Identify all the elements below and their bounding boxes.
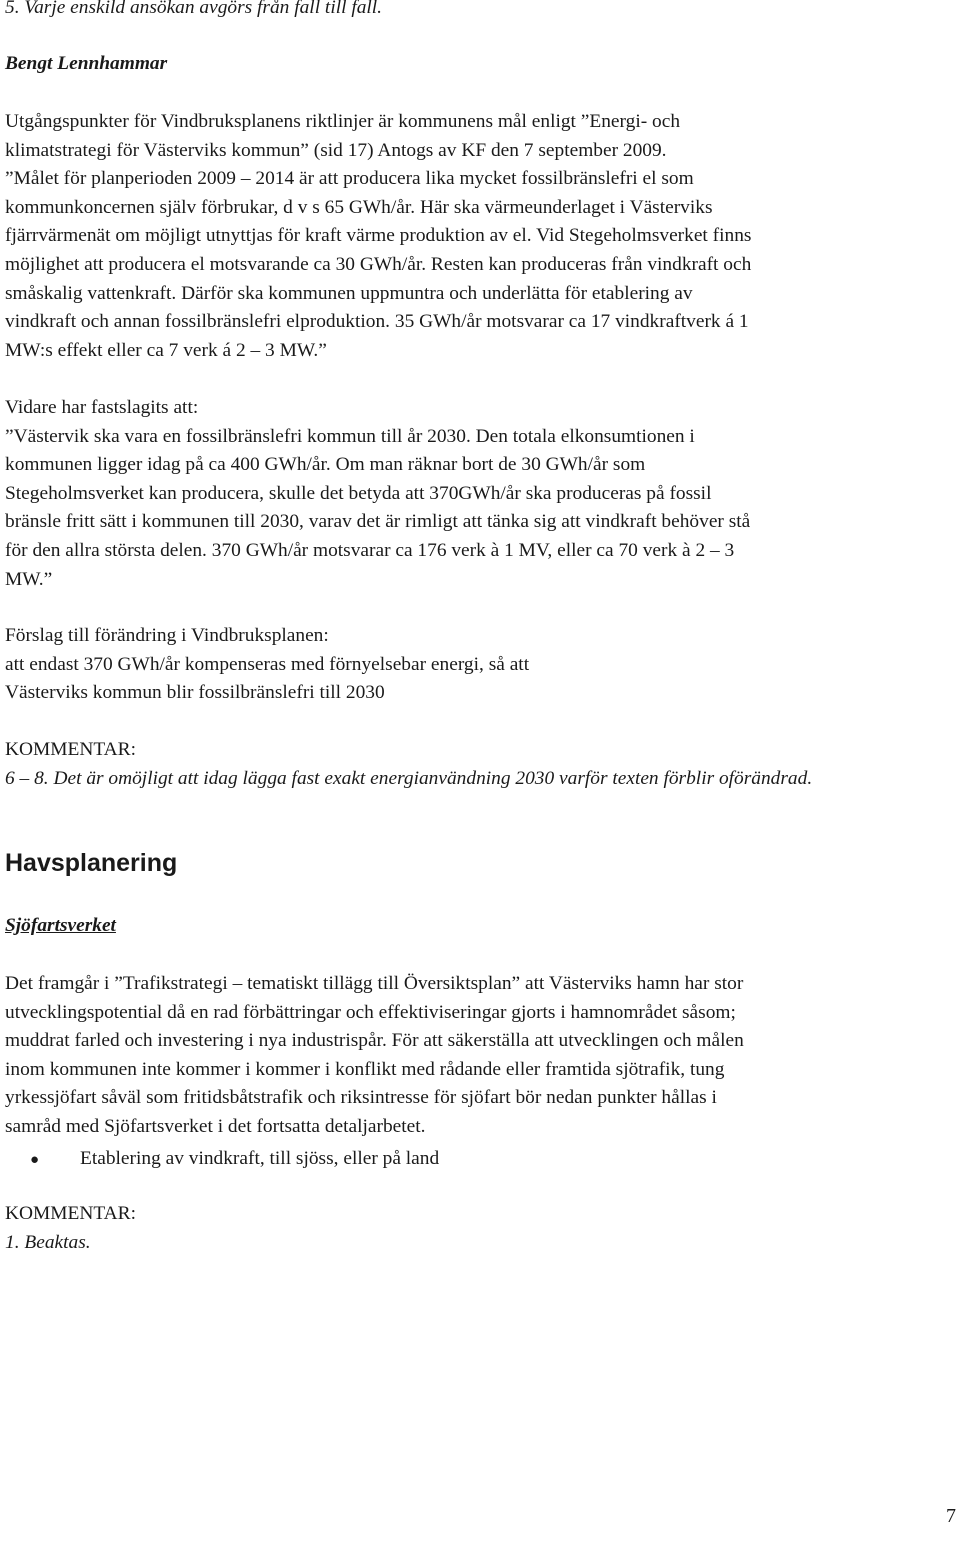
paragraph-proposal xyxy=(5,622,529,708)
text-line: ”Västervik ska vara en fossilbränslefri kommun till år 2030. Den totala elkonsumtionen i xyxy=(5,425,695,447)
text-line: utvecklingspotential då en rad förbättringar och effektiviseringar gjorts i hamnområdet såsom; xyxy=(5,1001,736,1023)
text-line: klimatstrategi för Västerviks kommun” (sid 17) Antogs av KF den 7 september 2009. xyxy=(5,139,667,161)
comment-block xyxy=(5,1200,136,1257)
text-line: Vidare har fastslagits att: xyxy=(5,397,199,418)
bullet-list-item xyxy=(5,1145,439,1175)
author-name: Bengt Lennhammar xyxy=(5,53,168,74)
paragraph-energy-strategy xyxy=(5,108,751,365)
comment-label: KOMMENTAR: xyxy=(5,1203,136,1224)
text-line: yrkessjöfart såväl som fritidsbåtstrafik och riksintresse för sjöfart bör nedan punkter hållas i xyxy=(5,1087,717,1109)
subheading-sjofartsverket: Sjöfartsverket xyxy=(5,915,116,936)
text-line: inom kommunen inte kommer i kommer i konflikt med rådande eller framtida sjötrafik, tung xyxy=(5,1058,725,1080)
text-line: Förslag till förändring i Vindbruksplanen: xyxy=(5,625,329,646)
text-line: möjlighet att producera el motsvarande ca 30 GWh/år. Resten kan produceras från vindkraft och xyxy=(5,253,752,275)
bullet-text: Etablering av vindkraft, till sjöss, eller på land xyxy=(80,1148,440,1169)
text-line: Utgångspunkter för Vindbruksplanens riktlinjer är kommunens mål enligt ”Energi- och xyxy=(5,111,681,132)
text-line: att endast 370 GWh/år kompenseras med förnyelsebar energi, så att xyxy=(5,653,530,675)
text-line: muddrat farled och investering i nya industrispår. För att säkerställa att utvecklingen och målen xyxy=(5,1030,744,1052)
text-line: fjärrvärmenät om möjligt utnyttjas för kraft värme produktion av el. Vid Stegeholmsverket finns xyxy=(5,225,752,247)
comment-text: 6 – 8. Det är omöjligt att idag lägga fast exakt energianvändning 2030 varför texten förblir oförändrad. xyxy=(5,767,813,789)
text-line: för den allra största delen. 370 GWh/år motsvarar ca 176 verk à 1 MV, eller ca 70 verk à 2 – 3 xyxy=(5,539,735,561)
page-number: 7 xyxy=(946,1505,956,1527)
paragraph-harbour xyxy=(5,970,744,1142)
text-line: samråd med Sjöfartsverket i det fortsatta detaljarbetet. xyxy=(5,1115,426,1137)
text-line: vindkraft och annan fossilbränslefri elproduktion. 35 GWh/år motsvarar ca 17 vindkraftverk á 1 xyxy=(5,311,749,333)
comment-label: KOMMENTAR: xyxy=(5,739,136,760)
bullet-icon: ● xyxy=(30,1152,40,1168)
text-line: Det framgår i ”Trafikstrategi – tematiskt tillägg till Översiktsplan” att Västerviks hamn har stor xyxy=(5,973,744,994)
paragraph-fossil-free-goal xyxy=(5,394,750,594)
text-line: kommunen ligger idag på ca 400 GWh/år. Om man räknar bort de 30 GWh/år som xyxy=(5,454,646,476)
comment-block xyxy=(5,736,812,793)
text-line: MW.” xyxy=(5,568,53,590)
text-line: bränsle fritt sätt i kommunen till 2030, varav det är rimligt att tänka sig att vindkraft behöver stå xyxy=(5,511,751,533)
comment-text: 1. Beaktas. xyxy=(5,1231,91,1253)
section-heading: Havsplanering xyxy=(5,849,178,877)
text-line: kommunkoncernen själv förbrukar, d v s 65 GWh/år. Här ska värmeunderlaget i Västerviks xyxy=(5,196,713,218)
text-line: Västerviks kommun blir fossilbränslefri till 2030 xyxy=(5,682,385,704)
text-line: ”Målet för planperioden 2009 – 2014 är att producera lika mycket fossilbränslefri el som xyxy=(5,168,694,190)
text-line: småskalig vattenkraft. Därför ska kommunen uppmuntra och underlätta för etablering av xyxy=(5,282,693,304)
text-line: Stegeholmsverket kan producera, skulle det betyda att 370GWh/år ska produceras på fossil xyxy=(5,482,712,504)
text-line: MW:s effekt eller ca 7 verk á 2 – 3 MW.” xyxy=(5,339,327,361)
previous-comment-line: 5. Varje enskild ansökan avgörs från fall till fall. xyxy=(5,0,383,18)
